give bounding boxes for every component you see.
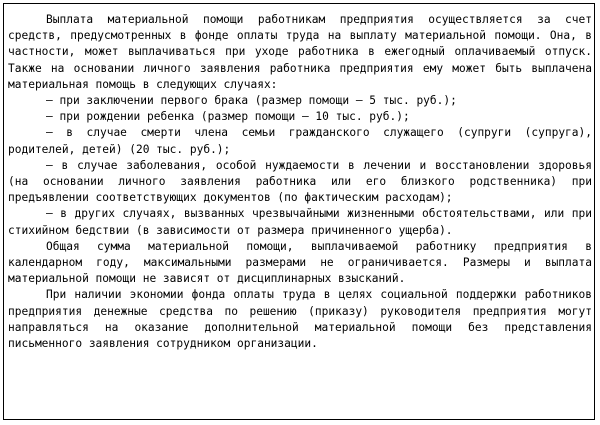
document-frame <box>3 3 595 420</box>
document-text <box>8 12 592 352</box>
paragraph-intro: Выплата материальной помощи работникам предприятия осуществляется за счет средств, предусмотренных в фонде оплаты труда на выплату материальной помощи. Она, в частности, может выплачиваться при уходе работника в ежегодный оплачиваемый отпуск. Также на основании личного заявления работника предприятия ему может быть выплачена материальная помощь в следующих случаях: <box>8 13 592 91</box>
paragraph-total-amount: Общая сумма материальной помощи, выплачиваемой работнику предприятия в календарном году, максимальными размерами не ограничивается. Размеры и выплата материальной помощи не зависят от дисциплинарных взысканий. <box>8 239 592 286</box>
list-item-first-marriage: – при заключении первого брака (размер помощи – 5 тыс. руб.); <box>46 94 457 108</box>
list-item-illness: – в случае заболевания, особой нуждаемости в лечении и восстановлении здоровья (на основании личного заявления работника или его близкого родственника) при предъявлении соответствующих документов (по фактическим расходам); <box>8 158 592 205</box>
list-item-family-death: – в случае смерти члена семьи гражданского служащего (супруги (супруга), родителей, детей) (20 тыс. руб.); <box>8 126 592 156</box>
paragraph-savings: При наличии экономии фонда оплаты труда в целях социальной поддержки работников предприятия денежные средства по решению (приказу) руководителя предприятия могут направляться на оказание дополнительной материальной помощи без представления письменного заявления сотрудником организации. <box>8 288 592 351</box>
list-item-emergency: – в других случаях, вызванных чрезвычайными жизненными обстоятельствами, или при стихийном бедствии (в зависимости от размера причиненного ущерба). <box>8 207 592 237</box>
list-item-child-birth: – при рождении ребенка (размер помощи – 10 тыс. руб.); <box>46 110 410 124</box>
